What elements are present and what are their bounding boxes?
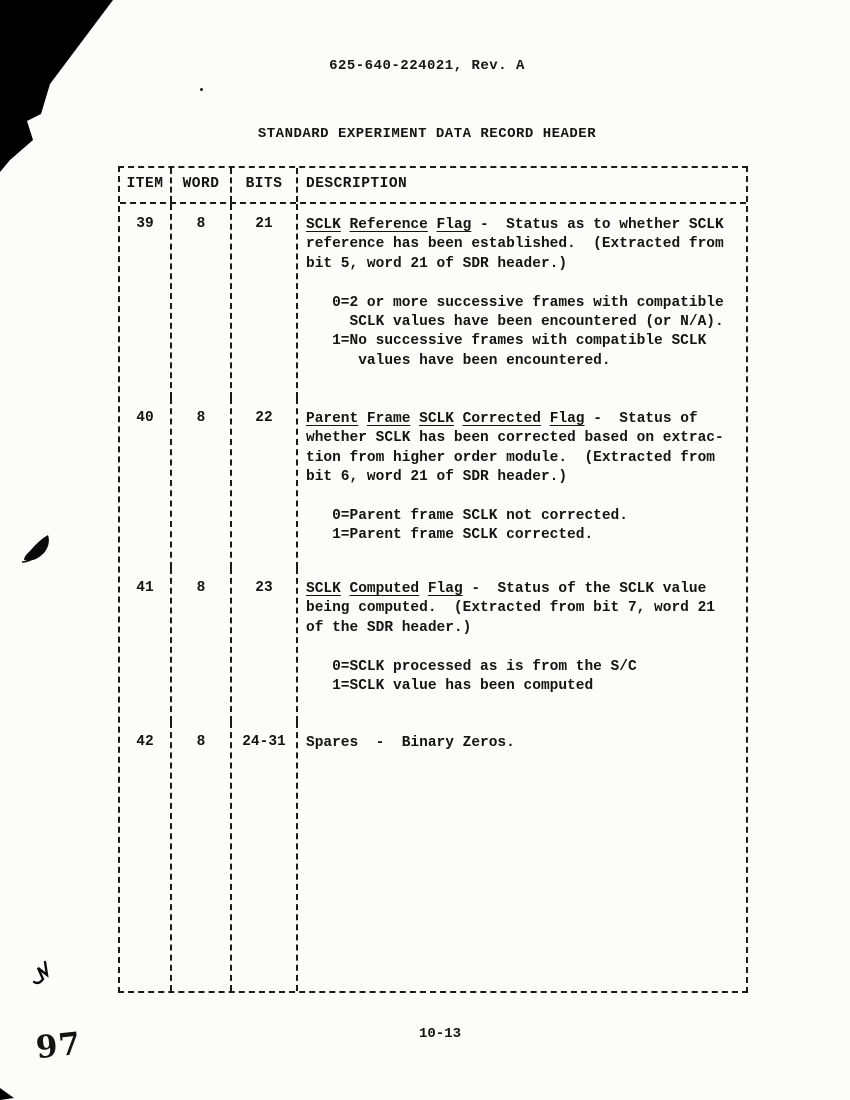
bits-cell: 23 xyxy=(232,568,298,722)
description-line: whether SCLK has been corrected based on extrac- xyxy=(306,430,724,447)
word-cell: 8 xyxy=(172,568,232,722)
word-cell: 8 xyxy=(172,398,232,568)
description-cell xyxy=(298,722,746,991)
description-line: 1=SCLK value has been computed xyxy=(306,677,594,694)
table-body xyxy=(120,204,746,991)
description-line: values have been encountered. xyxy=(306,352,611,369)
handwritten-page-number: 97 xyxy=(34,1025,83,1067)
description-cell xyxy=(298,568,746,722)
scan-speck xyxy=(200,88,203,91)
table-row xyxy=(120,568,746,722)
column-header-description: DESCRIPTION xyxy=(306,176,408,192)
description-line: 1=Parent frame SCLK corrected. xyxy=(306,527,594,544)
column-header-item: ITEM xyxy=(120,168,172,202)
description-line: Parent Frame SCLK Corrected Flag - Status of xyxy=(306,411,698,427)
bits-cell: 22 xyxy=(232,398,298,568)
bits-cell: 21 xyxy=(232,204,298,398)
item-cell: 42 xyxy=(120,722,172,991)
table-row xyxy=(120,398,746,568)
description-line: bit 6, word 21 of SDR header.) xyxy=(306,469,568,486)
column-header-word: WORD xyxy=(172,168,232,202)
description-line: 0=Parent frame SCLK not corrected. xyxy=(306,507,628,524)
item-cell: 40 xyxy=(120,398,172,568)
description-line: tion from higher order module. (Extracted from xyxy=(306,449,715,466)
description-cell xyxy=(298,398,746,568)
description-line: being computed. (Extracted from bit 7, word 21 xyxy=(306,600,715,617)
page-title: STANDARD EXPERIMENT DATA RECORD HEADER xyxy=(257,126,597,142)
description-line: SCLK Reference Flag - Status as to whether SCLK xyxy=(306,217,724,233)
description-line: SCLK Computed Flag - Status of the SCLK value xyxy=(306,581,707,597)
description-line xyxy=(306,488,746,507)
scan-corner-artifact xyxy=(0,0,130,185)
description-line: 0=2 or more successive frames with compatible xyxy=(306,294,724,311)
data-record-table xyxy=(118,166,748,993)
ink-mark-icon xyxy=(20,532,60,570)
description-line: of the SDR header.) xyxy=(306,619,472,636)
bits-cell: 24-31 xyxy=(232,722,298,991)
item-cell: 41 xyxy=(120,568,172,722)
column-header-bits: BITS xyxy=(232,168,298,202)
word-cell: 8 xyxy=(172,204,232,398)
description-line xyxy=(306,638,746,657)
description-line: Spares - Binary Zeros. xyxy=(306,735,515,751)
page-number: 10-13 xyxy=(418,1026,461,1042)
description-cell xyxy=(298,204,746,398)
table-row xyxy=(120,204,746,398)
table-row xyxy=(120,722,746,991)
description-line: 1=No successive frames with compatible SCLK xyxy=(306,333,707,350)
pen-check-mark-icon xyxy=(32,960,56,988)
word-cell: 8 xyxy=(172,722,232,991)
description-line: SCLK values have been encountered (or N/A). xyxy=(306,313,724,330)
description-line: bit 5, word 21 of SDR header.) xyxy=(306,255,568,272)
description-line: reference has been established. (Extracted from xyxy=(306,236,724,253)
item-cell: 39 xyxy=(120,204,172,398)
description-line xyxy=(306,274,746,293)
doc-number: 625-640-224021, Rev. A xyxy=(329,58,525,74)
scan-corner-artifact-bottom xyxy=(0,1086,16,1100)
table-header-row xyxy=(120,168,746,204)
description-line: 0=SCLK processed as is from the S/C xyxy=(306,658,637,675)
